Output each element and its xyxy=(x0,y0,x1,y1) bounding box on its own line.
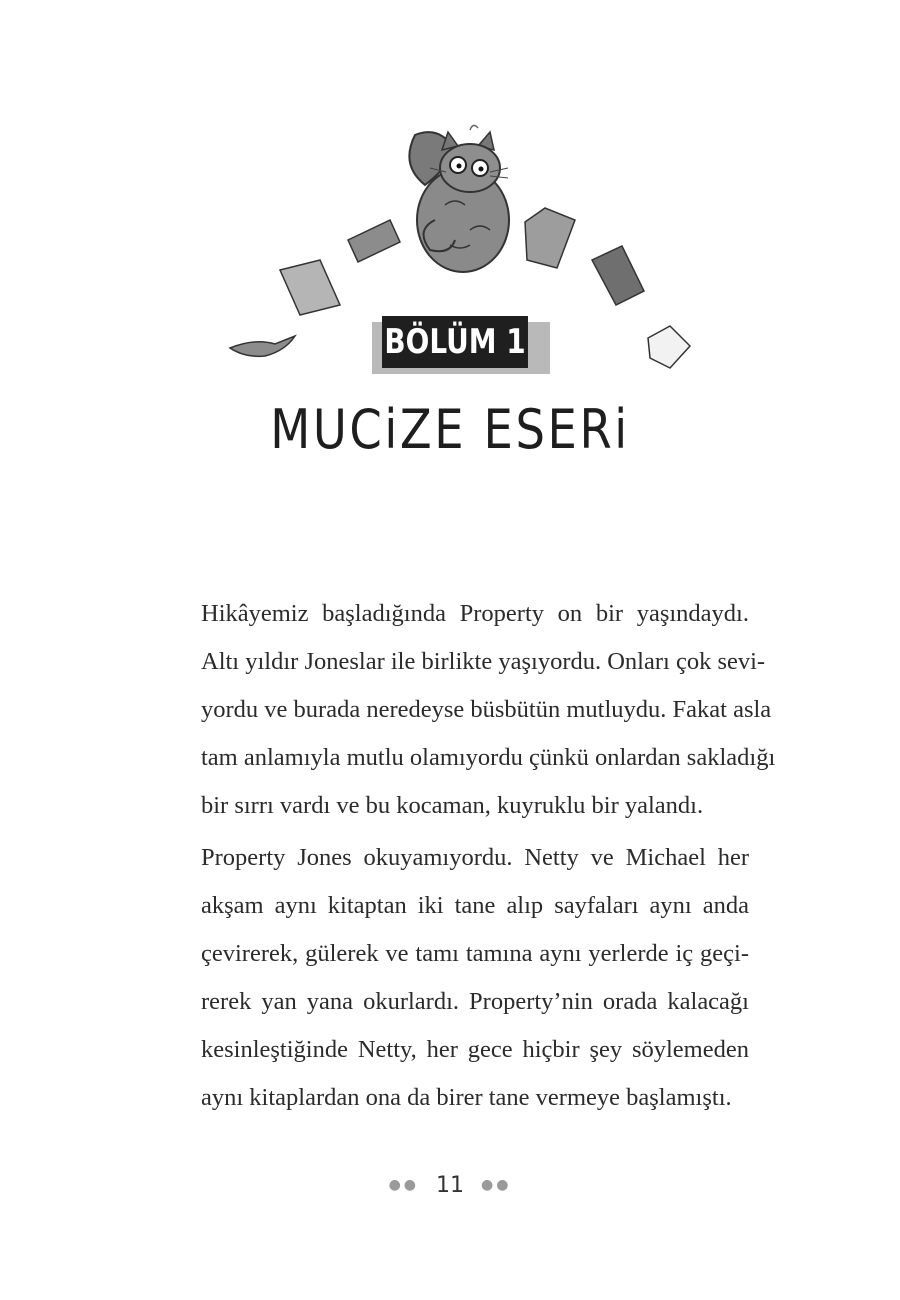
text-line: kesinleştiğinde Netty, her gece hiçbir şey söylemeden xyxy=(201,1036,749,1063)
chapter-number-label: BÖLÜM 1 xyxy=(382,316,528,368)
chapter-title: MUCiZE ESERi xyxy=(270,398,630,461)
text-line: Property Jones okuyamıyordu. Netty ve Michael her xyxy=(201,844,749,871)
text-line: Altı yıldır Joneslar ile birlikte yaşıyordu. Onları çok sevi- xyxy=(201,648,766,675)
chapter-badge xyxy=(366,316,550,374)
text-line: aynı kitaplardan ona da birer tane vermeye başlamıştı. xyxy=(201,1084,732,1111)
right-dots-ornament: ●● xyxy=(481,1177,512,1193)
text-line: tam anlamıyla mutlu olamıyordu çünkü onlardan sakladığı xyxy=(201,744,776,771)
body-text xyxy=(167,590,776,1122)
page-footer xyxy=(0,1172,900,1198)
paragraph-2 xyxy=(167,834,749,1122)
cat-illustration xyxy=(409,125,509,272)
left-dots-ornament: ●● xyxy=(388,1177,419,1193)
paragraph-1 xyxy=(167,590,776,830)
text-line: bir sırrı vardı ve bu kocaman, kuyruklu bir yalandı. xyxy=(201,792,704,819)
text-line: akşam aynı kitaptan iki tane alıp sayfaları aynı anda xyxy=(201,892,749,919)
page-number: 11 xyxy=(436,1172,464,1198)
text-line: rerek yan yana okurlardı. Property’nin orada kalacağı xyxy=(201,988,749,1015)
text-line: yordu ve burada neredeyse büsbütün mutluydu. Fakat asla xyxy=(201,696,772,723)
text-line: çevirerek, gülerek ve tamı tamına aynı yerlerde iç geçi- xyxy=(201,940,749,967)
text-line: Hikâyemiz başladığında Property on bir yaşındaydı. xyxy=(201,600,749,627)
